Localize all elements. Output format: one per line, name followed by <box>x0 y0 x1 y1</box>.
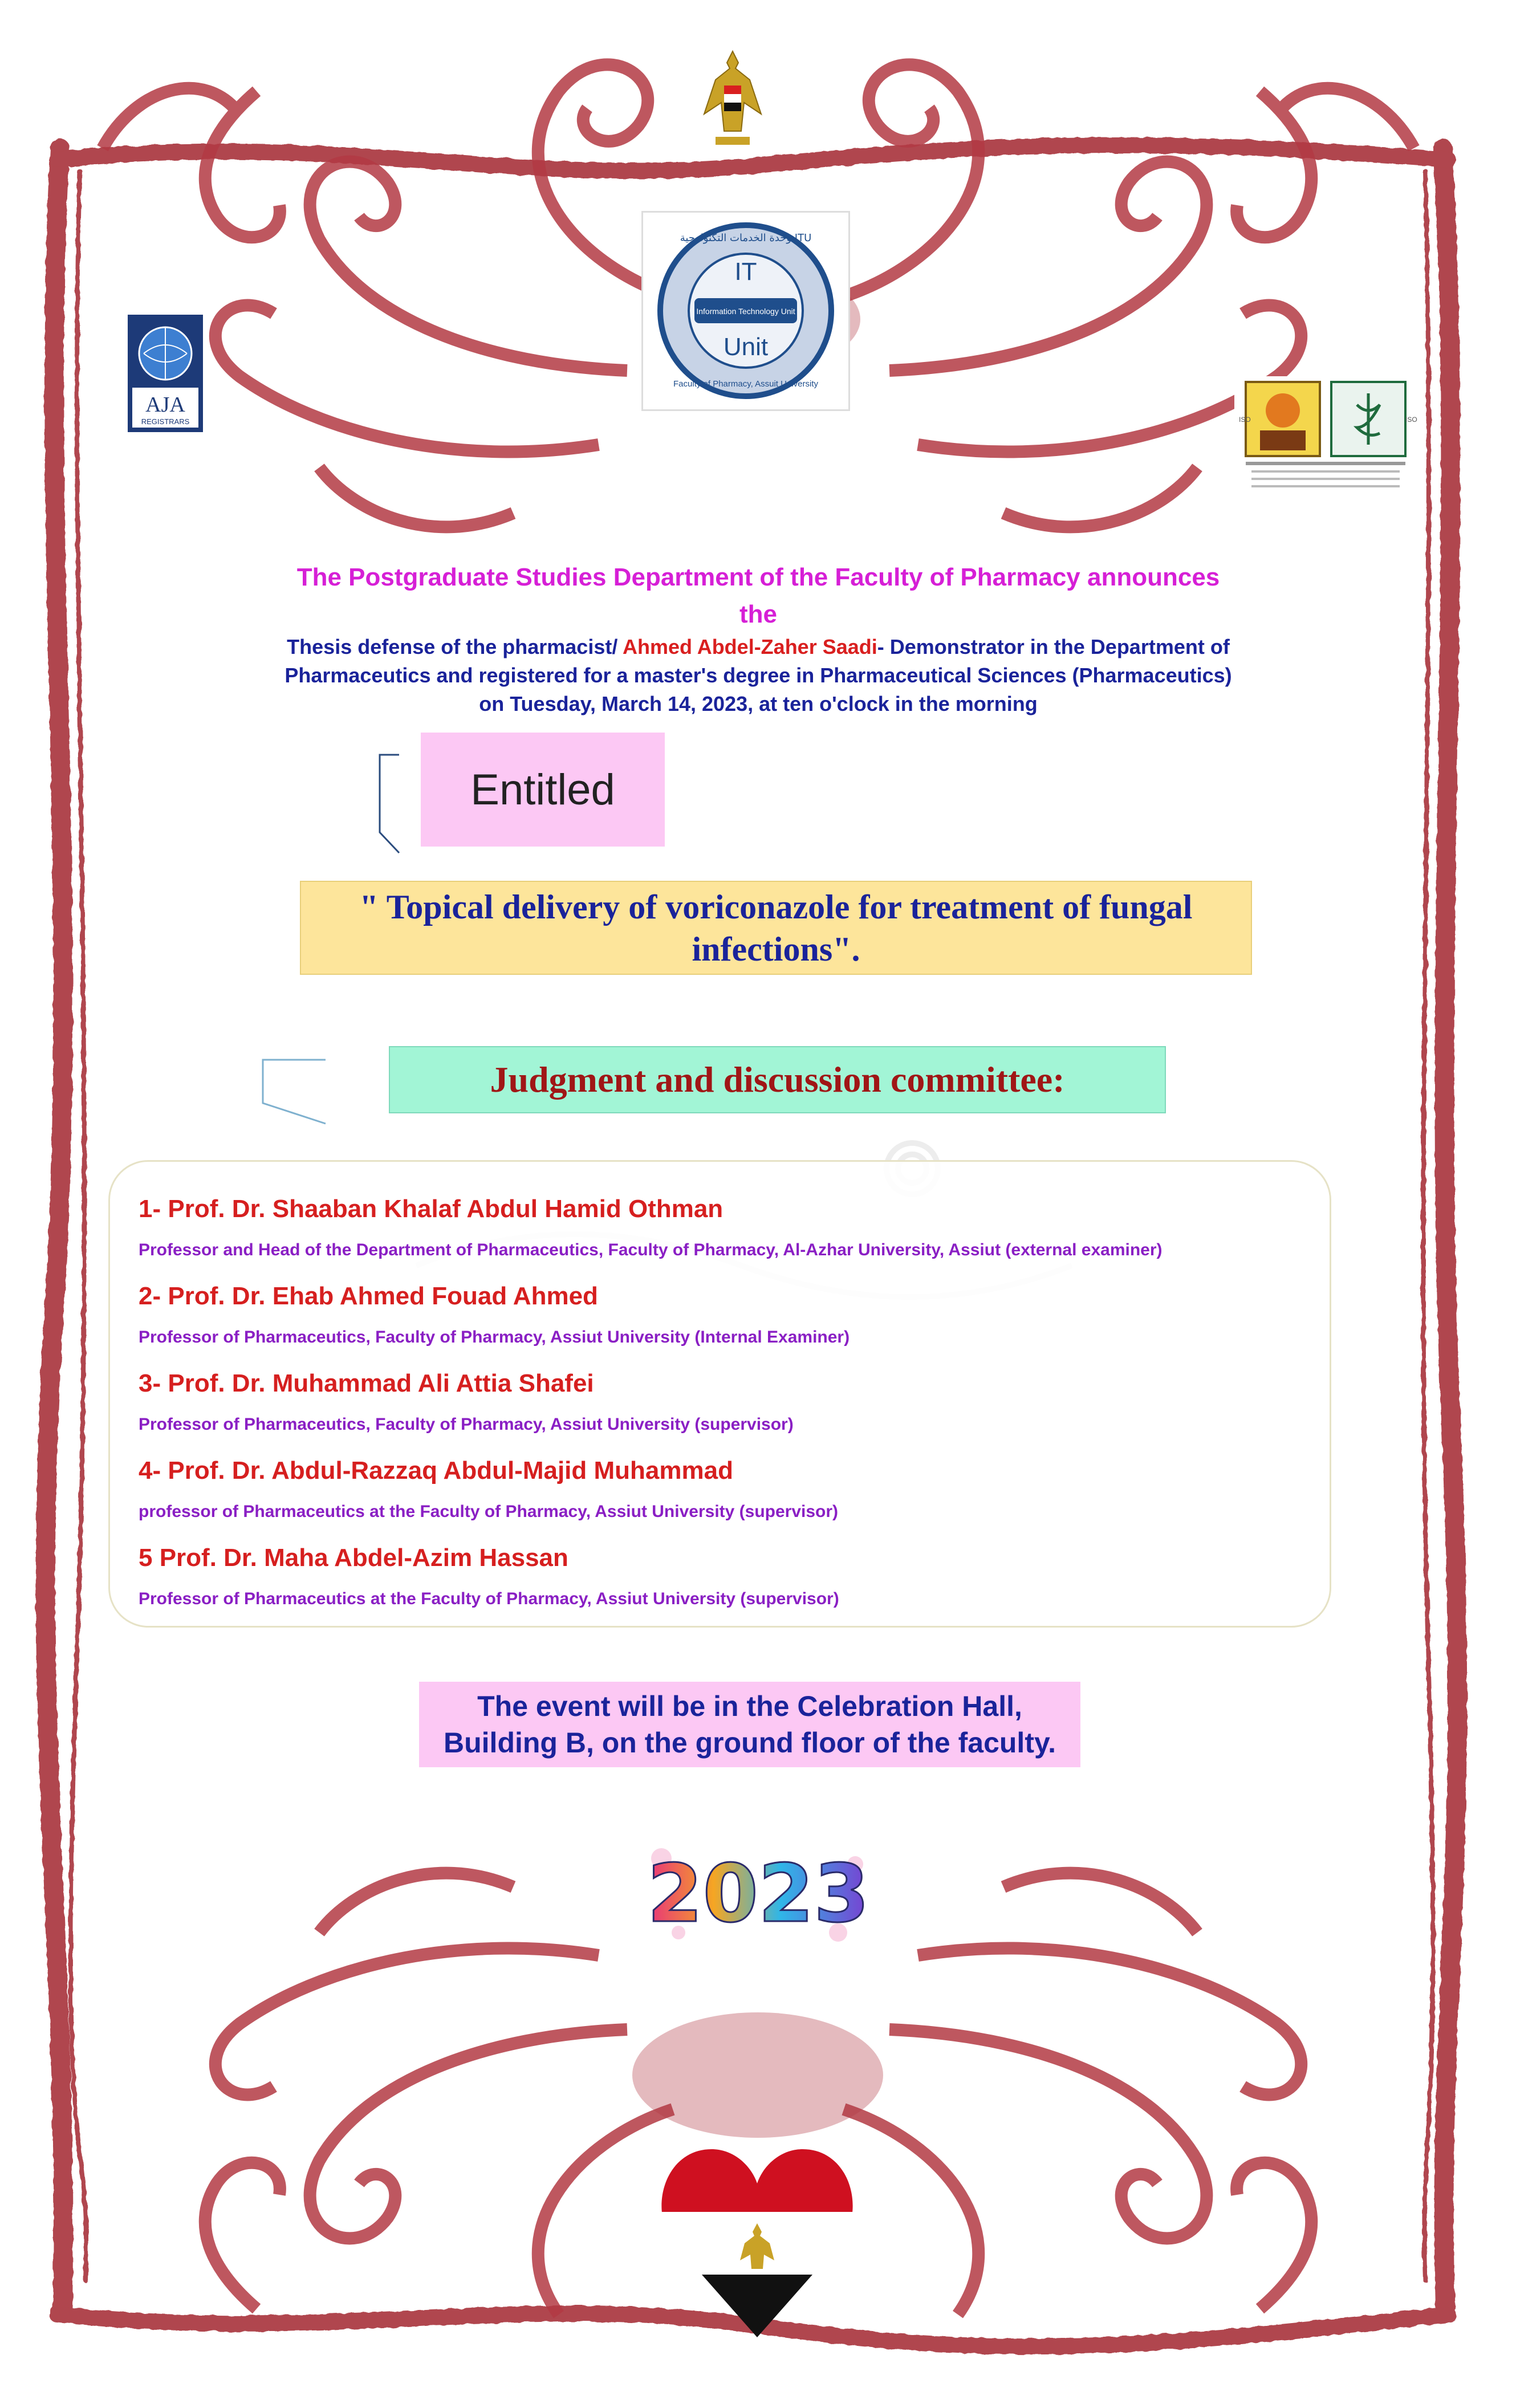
venue-line2: Building B, on the ground floor of the faculty. <box>444 1727 1056 1759</box>
candidate-name: Ahmed Abdel-Zaher Saadi <box>623 635 877 658</box>
aja-subtext: REGISTRARS <box>141 417 190 426</box>
member-role: professor of Pharmaceutics at the Faculty of Pharmacy, Assiut University (supervisor) <box>139 1502 839 1521</box>
it-label: IT <box>734 258 757 286</box>
committee-member <box>139 1368 1324 1437</box>
unit-label: Unit <box>723 333 769 361</box>
entitled-label-box <box>421 733 665 847</box>
year-text: 2023 <box>647 1848 869 1941</box>
member-role: Professor of Pharmaceutics, Faculty of Pharmacy, Assiut University (Internal Examiner) <box>139 1328 850 1347</box>
thesis-title-box <box>300 881 1252 975</box>
it-english-arc: Information Technology Unit <box>696 307 795 316</box>
thesis-title-line1: " Topical delivery of voriconazole for treatment of fungal <box>359 888 1193 926</box>
announcement-body-line2: Pharmaceutics and registered for a master's degree in Pharmaceutical Sciences (Pharmaceutics) <box>284 664 1232 687</box>
entitled-bracket-decoration <box>376 752 401 855</box>
announcement-body-line3: on Tuesday, March 14, 2023, at ten o'clock in the morning <box>479 692 1038 715</box>
venue-line1: The event will be in the Celebration Hall, <box>477 1690 1022 1722</box>
announcement-heading: The Postgraduate Studies Department of the Faculty of Pharmacy announces <box>296 563 1220 591</box>
member-role: Professor and Head of the Department of Pharmaceutics, Faculty of Pharmacy, Al-Azhar University, Assiut (external examiner) <box>139 1240 1163 1259</box>
aja-text: AJA <box>145 393 185 417</box>
year-2023-art <box>639 1836 878 1950</box>
thesis-title-line2: infections". <box>692 930 860 968</box>
entitled-label: Entitled <box>470 765 615 814</box>
body-prefix: Thesis defense of the pharmacist/ <box>287 635 623 658</box>
committee-members-panel <box>108 1160 1331 1628</box>
aja-registrars-logo <box>127 314 204 433</box>
svg-text:ISO: ISO <box>1239 416 1251 424</box>
committee-member <box>139 1455 1324 1524</box>
member-name: 2- Prof. Dr. Ehab Ahmed Fouad Ahmed <box>139 1282 598 1310</box>
egypt-eagle-emblem-icon <box>698 46 767 154</box>
it-arabic-arc: وحدة الخدمات التكنولوجية ITU <box>680 232 812 244</box>
committee-member <box>139 1193 1324 1263</box>
committee-member <box>139 1280 1324 1350</box>
announcement-body <box>160 633 1357 718</box>
member-name: 3- Prof. Dr. Muhammad Ali Attia Shafei <box>139 1369 594 1397</box>
committee-heading: Judgment and discussion committee: <box>490 1059 1065 1100</box>
it-university-arc: Faculty of Pharmacy, Assuit University <box>673 379 818 389</box>
university-iso-logos <box>1234 376 1422 507</box>
announcement-body-line1 <box>160 633 1357 661</box>
svg-text:ISO: ISO <box>1405 416 1417 424</box>
committee-bracket-decoration <box>259 1057 328 1126</box>
body-suffix: - Demonstrator in the Department of <box>877 635 1230 658</box>
thesis-title <box>331 886 1221 970</box>
it-unit-logo <box>641 211 850 411</box>
member-role: Professor of Pharmaceutics at the Faculty of Pharmacy, Assiut University (supervisor) <box>139 1589 839 1608</box>
member-name: 4- Prof. Dr. Abdul-Razzaq Abdul-Majid Muhammad <box>139 1457 733 1484</box>
member-name: 1- Prof. Dr. Shaaban Khalaf Abdul Hamid Othman <box>139 1195 724 1223</box>
announcement-heading-continued: the <box>739 600 777 628</box>
venue-box <box>419 1682 1080 1767</box>
committee-heading-box <box>389 1046 1166 1113</box>
member-role: Professor of Pharmaceutics, Faculty of Pharmacy, Assiut University (supervisor) <box>139 1415 794 1434</box>
committee-member <box>139 1542 1324 1612</box>
egypt-flag-heart-icon <box>660 2138 854 2343</box>
member-name: 5 Prof. Dr. Maha Abdel-Azim Hassan <box>139 1544 568 1572</box>
